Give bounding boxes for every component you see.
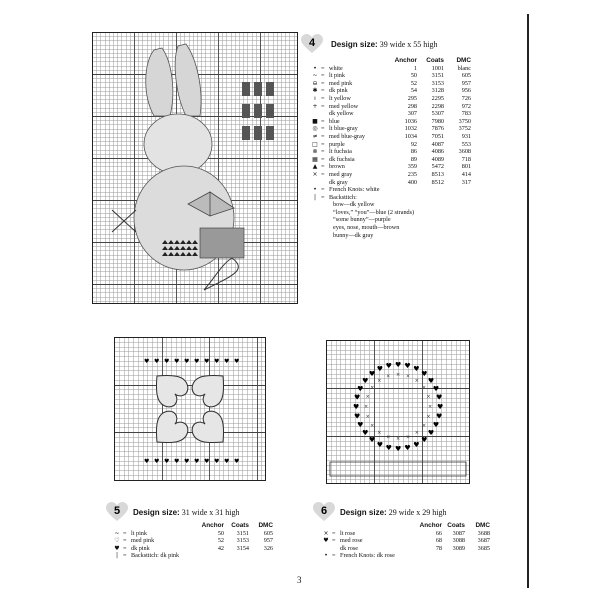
grid-lines <box>114 337 266 481</box>
page-edge-rule <box>527 14 529 588</box>
stitch-block <box>254 126 262 140</box>
key-dmc-number: 317 <box>461 178 471 186</box>
key-color-name: med blue-gray <box>329 132 365 140</box>
cross-stitch-symbol: × <box>386 373 391 380</box>
key-symbol: × <box>312 170 318 178</box>
key-dmc-number: blanc <box>457 64 471 72</box>
design-size-6 <box>340 508 446 517</box>
key-dmc-number: 718 <box>461 155 471 163</box>
heart-stitch-symbol: ♥ <box>234 458 240 465</box>
key-column-header: Anchor <box>201 522 224 529</box>
heart-stitch-symbol: ♥ <box>395 445 402 453</box>
key-equals: = <box>321 102 325 110</box>
heart-stitch-symbol: ♥ <box>368 435 376 444</box>
key-header-row <box>322 522 497 530</box>
heart-stitch-symbol: ♥ <box>385 362 392 371</box>
key-anchor-number: 298 <box>407 102 417 110</box>
key-symbol: □ <box>312 140 318 148</box>
key-note-row <box>311 186 516 194</box>
key-color-name: dk pink <box>329 87 348 95</box>
key-note-symbol: • <box>324 552 328 560</box>
heart-badge-6 <box>313 502 335 522</box>
key-equals: = <box>321 94 325 102</box>
key-row <box>311 87 516 95</box>
grid-border <box>115 338 266 481</box>
key-note-symbol: | <box>313 193 317 201</box>
key-row <box>311 72 516 80</box>
key-color-name: med rose <box>340 537 363 545</box>
key-note-row <box>311 201 516 209</box>
key-row <box>113 545 283 553</box>
key-note-symbol: • <box>313 186 317 194</box>
cross-stitch-symbol: × <box>414 378 420 385</box>
key-row <box>311 125 516 133</box>
key-column-header: DMC <box>258 522 273 529</box>
key-note-row <box>311 216 516 224</box>
key-equals: = <box>321 193 325 201</box>
heart-stitch-symbol: ♥ <box>413 365 420 374</box>
key-dmc-number: 3752 <box>458 125 471 133</box>
key-column-header: DMC <box>456 57 471 64</box>
design-size-label: Design size: <box>340 508 387 517</box>
key-note-text: eyes, nose, mouth—brown <box>333 224 400 232</box>
color-key-6 <box>322 522 497 572</box>
stitch-block <box>266 126 274 140</box>
key-equals: = <box>321 163 325 171</box>
cross-stitch-symbol: × <box>365 394 370 401</box>
key-dmc-number: 3688 <box>477 529 490 537</box>
key-coats-number: 3154 <box>236 544 249 552</box>
key-equals: = <box>321 132 325 140</box>
key-equals: = <box>321 64 325 72</box>
key-anchor-number: 54 <box>410 87 417 95</box>
stitch-block <box>266 82 274 96</box>
key-row <box>311 133 516 141</box>
key-column-header: Coats <box>231 522 249 529</box>
key-equals: = <box>321 155 325 163</box>
key-dmc-number: 605 <box>263 529 273 537</box>
key-note-row <box>311 224 516 232</box>
cross-stitch-symbol: × <box>370 385 375 392</box>
key-dmc-number: 783 <box>461 110 471 118</box>
key-coats-number: 7980 <box>431 117 444 125</box>
key-equals: = <box>321 170 325 178</box>
key-symbol: × <box>323 529 329 537</box>
key-row <box>311 80 516 88</box>
key-color-name: lt blue-gray <box>329 125 358 133</box>
key-equals: = <box>123 537 127 545</box>
key-color-name: med pink <box>131 537 155 545</box>
key-coats-number: 5472 <box>431 163 444 171</box>
key-anchor-number: 86 <box>410 148 417 156</box>
key-note-text: “some bunny”—purple <box>333 216 391 224</box>
stitch-block <box>242 126 250 140</box>
key-row <box>311 171 516 179</box>
key-row <box>113 530 283 538</box>
key-coats-number: 3153 <box>236 537 249 545</box>
key-color-name: lt pink <box>131 529 147 537</box>
heart-stitch-symbol: ♥ <box>224 458 230 465</box>
design-number: 5 <box>113 505 121 517</box>
heart-badge-4 <box>301 34 323 54</box>
design-size-value: 31 wide x 31 high <box>181 508 240 517</box>
heart-stitch-symbol: ♥ <box>395 361 402 369</box>
key-row <box>322 537 497 545</box>
heart-stitch-symbol: ♥ <box>204 358 210 365</box>
color-key-4 <box>311 57 516 287</box>
key-coats-number: 3151 <box>431 72 444 80</box>
heart-stitch-symbol: ♥ <box>144 358 150 365</box>
cross-stitch-symbol: × <box>405 434 411 441</box>
key-dmc-number: 726 <box>461 94 471 102</box>
key-coats-number: 2298 <box>431 102 444 110</box>
key-anchor-number: 66 <box>435 529 442 537</box>
key-dmc-number: 414 <box>461 170 471 178</box>
key-anchor-number: 1034 <box>404 132 417 140</box>
heart-stitch-symbol: ♥ <box>435 393 443 402</box>
key-coats-number: 7051 <box>431 132 444 140</box>
key-column-header: Coats <box>447 522 465 529</box>
heart-motif <box>188 364 235 411</box>
key-anchor-number: 42 <box>217 544 224 552</box>
key-color-name: lt rose <box>340 529 356 537</box>
heart-stitch-symbol: ♥ <box>214 458 220 465</box>
key-symbol: ◎ <box>312 125 318 133</box>
key-note-text: Backstitch: <box>329 193 357 201</box>
key-coats-number: 8512 <box>431 178 444 186</box>
heart-badge-5 <box>106 502 128 522</box>
cross-stitch-symbol: × <box>428 404 433 410</box>
key-note-row <box>311 209 516 217</box>
key-row <box>311 110 516 118</box>
key-dmc-number: 957 <box>461 79 471 87</box>
cross-stitch-symbol: × <box>386 434 391 441</box>
key-coats-number: 3151 <box>236 529 249 537</box>
key-color-name: white <box>329 64 343 72</box>
key-column-header: Anchor <box>419 522 442 529</box>
heart-stitch-symbol: ♥ <box>413 440 420 449</box>
key-dmc-number: 3685 <box>477 544 490 552</box>
key-equals: = <box>321 186 325 194</box>
key-equals: = <box>123 552 127 560</box>
key-row <box>311 65 516 73</box>
key-symbol: ♥ <box>114 544 120 552</box>
key-dmc-number: 605 <box>461 72 471 80</box>
design-number: 6 <box>320 505 328 517</box>
heart-stitch-symbol: ♥ <box>385 443 392 452</box>
cross-stitch-symbol: × <box>426 413 431 420</box>
key-equals: = <box>321 140 325 148</box>
heart-stitch-symbol: ♥ <box>194 358 200 365</box>
heart-stitch-symbol: ♥ <box>404 362 411 371</box>
key-anchor-number: 92 <box>410 140 417 148</box>
key-dmc-number: 3750 <box>458 117 471 125</box>
chart-design-4 <box>92 32 298 304</box>
heart-stitch-symbol: ♥ <box>357 384 364 393</box>
heart-stitch-symbol: ♥ <box>404 443 411 452</box>
key-coats-number: 8513 <box>431 170 444 178</box>
key-note-text: French Knots: dk rose <box>340 552 395 560</box>
heart-stitch-symbol: ♥ <box>421 435 428 444</box>
heart-stitch-symbol: ♥ <box>224 358 230 365</box>
key-equals: = <box>123 529 127 537</box>
cross-stitch-symbol: × <box>370 422 375 429</box>
design-size-label: Design size: <box>133 508 180 517</box>
heart-stitch-symbol: ♥ <box>184 358 190 365</box>
heart-stitch-symbol: ♥ <box>432 421 440 430</box>
key-anchor-number: 50 <box>410 72 417 80</box>
key-dmc-number: 972 <box>461 102 471 110</box>
key-coats-number: 7876 <box>431 125 444 133</box>
key-color-name: lt pink <box>329 72 345 80</box>
cross-stitch-symbol: × <box>405 373 411 380</box>
key-symbol: ⊖ <box>312 79 318 87</box>
chart-grid <box>92 32 298 304</box>
key-symbol: ≠ <box>312 132 318 140</box>
chart-design-5 <box>114 337 266 481</box>
key-row <box>311 103 516 111</box>
heart-stitch-symbol: ♥ <box>234 358 240 365</box>
key-symbol: ♡ <box>114 537 120 545</box>
key-note-text: French Knots: white <box>329 186 380 194</box>
key-equals: = <box>332 552 336 560</box>
key-anchor-number: 68 <box>435 537 442 545</box>
key-equals: = <box>321 87 325 95</box>
key-symbol: • <box>313 64 317 72</box>
design-size-5 <box>133 508 239 517</box>
key-color-name: lt fuchsia <box>329 148 352 156</box>
stitch-motif <box>144 358 239 465</box>
key-row <box>311 163 516 171</box>
heart-stitch-symbol: ♥ <box>376 440 384 449</box>
heart-stitch-symbol: ♥ <box>184 458 190 465</box>
heart-stitch-symbol: ♥ <box>357 421 364 430</box>
key-equals: = <box>321 72 325 80</box>
key-anchor-number: 50 <box>217 529 224 537</box>
key-symbol: ■ <box>312 117 318 125</box>
cross-stitch-symbol: × <box>396 436 401 442</box>
heart-stitch-symbol: ♥ <box>164 458 170 465</box>
key-anchor-number: 307 <box>407 110 417 118</box>
key-symbol: ı <box>314 94 316 102</box>
design-number: 4 <box>308 37 316 49</box>
key-coats-number: 3089 <box>452 544 465 552</box>
key-symbol: + <box>312 102 318 110</box>
chart-design-6 <box>326 340 470 484</box>
heart-stitch-symbol: ♥ <box>435 412 443 421</box>
key-color-name: lt yellow <box>329 94 351 102</box>
key-symbol: ⊗ <box>312 148 318 156</box>
key-anchor-number: 89 <box>410 155 417 163</box>
cross-stitch-symbol: × <box>396 372 401 378</box>
key-symbol: ~ <box>312 72 318 80</box>
stitch-motif <box>112 44 274 290</box>
heart-stitch-symbol: ♥ <box>376 365 384 374</box>
design-size-4 <box>331 40 437 49</box>
key-equals: = <box>332 529 336 537</box>
key-column-header: DMC <box>475 522 490 529</box>
key-color-name: blue <box>329 117 340 125</box>
key-dmc-number: 801 <box>461 163 471 171</box>
key-anchor-number: 1036 <box>404 117 417 125</box>
key-color-name: med gray <box>329 170 353 178</box>
key-row <box>311 141 516 149</box>
key-symbol: ▲ <box>312 163 318 171</box>
key-row <box>113 537 283 545</box>
page-number: 3 <box>297 575 302 585</box>
heart-stitch-symbol: ♥ <box>362 429 369 438</box>
key-dmc-number: 3687 <box>477 537 490 545</box>
key-coats-number: 1001 <box>431 64 444 72</box>
bunny-ears <box>146 44 201 116</box>
heart-stitch-symbol: ♥ <box>194 458 200 465</box>
key-coats-number: 3128 <box>431 87 444 95</box>
heart-stitch-symbol: ♥ <box>427 376 435 385</box>
key-note-text: bunny—dk gray <box>333 231 374 239</box>
heart-stitch-symbol: ♥ <box>174 358 180 365</box>
key-color-name: brown <box>329 163 345 171</box>
key-note-row <box>322 552 497 560</box>
key-symbol: ▦ <box>312 155 318 163</box>
key-dmc-number: 326 <box>263 544 273 552</box>
bunny-head <box>144 114 212 174</box>
key-coats-number: 4089 <box>431 155 444 163</box>
key-color-name: med yellow <box>329 102 359 110</box>
cross-stitch-symbol: × <box>421 385 427 392</box>
heart-block <box>200 228 244 258</box>
cross-stitch-symbol: × <box>365 413 370 420</box>
key-row <box>322 530 497 538</box>
heart-stitch-symbol: ♥ <box>214 358 220 365</box>
key-header-row <box>311 57 516 65</box>
key-coats-number: 4087 <box>431 140 444 148</box>
heart-stitch-symbol: ♥ <box>421 370 428 379</box>
key-row <box>311 179 516 187</box>
cross-stitch-symbol: × <box>377 429 382 436</box>
stitch-block <box>242 82 250 96</box>
cross-stitch-symbol: × <box>421 422 427 429</box>
stitch-block <box>254 82 262 96</box>
key-dmc-number: 3608 <box>458 148 471 156</box>
key-color-name: dk yellow <box>329 110 354 118</box>
heart-stitch-symbol: ♥ <box>144 458 150 465</box>
key-column-header: Anchor <box>394 57 417 64</box>
key-note-symbol: | <box>115 552 119 560</box>
key-header-row <box>113 522 283 530</box>
key-equals: = <box>332 537 336 545</box>
key-symbol: ~ <box>114 529 120 537</box>
key-coats-number: 3088 <box>452 537 465 545</box>
cross-stitch-symbol: × <box>414 429 420 436</box>
cross-stitch-symbol: × <box>364 404 369 410</box>
key-note-text: Backstitch: dk pink <box>131 552 180 560</box>
design-size-value: 39 wide x 55 high <box>379 40 438 49</box>
key-row <box>311 156 516 164</box>
heart-stitch-symbol: ♥ <box>362 376 369 385</box>
heart-stitch-symbol: ♥ <box>204 458 210 465</box>
key-coats-number: 2295 <box>431 94 444 102</box>
key-row <box>311 118 516 126</box>
key-anchor-number: 52 <box>217 537 224 545</box>
key-dmc-number: 957 <box>263 537 273 545</box>
key-coats-number: 3087 <box>452 529 465 537</box>
stitch-block <box>266 104 274 118</box>
key-coats-number: 3153 <box>431 79 444 87</box>
design-size-value: 29 wide x 29 high <box>388 508 447 517</box>
key-anchor-number: 359 <box>407 163 417 171</box>
key-equals: = <box>321 148 325 156</box>
key-anchor-number: 295 <box>407 94 417 102</box>
key-note-row <box>311 194 516 202</box>
stitch-block <box>242 104 250 118</box>
key-anchor-number: 1032 <box>404 125 417 133</box>
key-dmc-number: 956 <box>461 87 471 95</box>
key-anchor-number: 52 <box>410 79 417 87</box>
key-symbol: ✱ <box>312 87 318 95</box>
key-row <box>311 148 516 156</box>
key-note-row <box>311 232 516 240</box>
key-color-name: dk gray <box>329 178 348 186</box>
heart-stitch-symbol: ♥ <box>154 358 160 365</box>
key-color-name: dk pink <box>131 544 150 552</box>
key-coats-number: 5307 <box>431 110 444 118</box>
key-symbol: ♥ <box>323 537 329 545</box>
heart-stitch-symbol: ♥ <box>164 358 170 365</box>
cross-stitch-symbol: × <box>426 394 431 401</box>
grid-major-lines <box>114 337 266 481</box>
key-note-row <box>113 552 283 560</box>
key-color-name: purple <box>329 140 345 148</box>
key-dmc-number: 931 <box>461 132 471 140</box>
heart-stitch-symbol: ♥ <box>427 429 435 438</box>
cross-stitch-symbol: × <box>377 378 382 385</box>
heart-stitch-symbol: ♥ <box>437 403 444 411</box>
key-anchor-number: 235 <box>407 170 417 178</box>
chart-grid <box>114 337 266 481</box>
design-size-label: Design size: <box>331 40 378 49</box>
color-key-5 <box>113 522 283 572</box>
key-equals: = <box>123 544 127 552</box>
key-row <box>311 95 516 103</box>
key-equals: = <box>321 125 325 133</box>
key-anchor-number: 400 <box>407 178 417 186</box>
heart-stitch-symbol: ♥ <box>174 458 180 465</box>
stitch-block <box>254 104 262 118</box>
chart-grid <box>326 340 470 484</box>
heart-stitch-symbol: ♥ <box>353 403 360 411</box>
key-anchor-number: 1 <box>413 64 417 72</box>
heart-stitch-symbol: ♥ <box>354 393 361 402</box>
heart-stitch-symbol: ♥ <box>432 384 440 393</box>
key-color-name: med pink <box>329 79 353 87</box>
heart-stitch-symbol: ♥ <box>368 370 376 379</box>
key-note-text: bow—dk yellow <box>333 201 375 209</box>
key-anchor-number: 78 <box>435 544 442 552</box>
key-equals: = <box>321 79 325 87</box>
heart-stitch-symbol: ♥ <box>354 412 361 421</box>
key-note-text: “loves,” “you”—blue (2 strands) <box>333 208 415 216</box>
key-equals: = <box>321 117 325 125</box>
key-dmc-number: 553 <box>461 140 471 148</box>
key-column-header: Coats <box>426 57 444 64</box>
key-color-name: dk fuchsia <box>329 155 355 163</box>
heart-stitch-symbol: ♥ <box>154 458 160 465</box>
key-row <box>322 545 497 553</box>
key-color-name: dk rose <box>340 544 359 552</box>
key-coats-number: 4086 <box>431 148 444 156</box>
